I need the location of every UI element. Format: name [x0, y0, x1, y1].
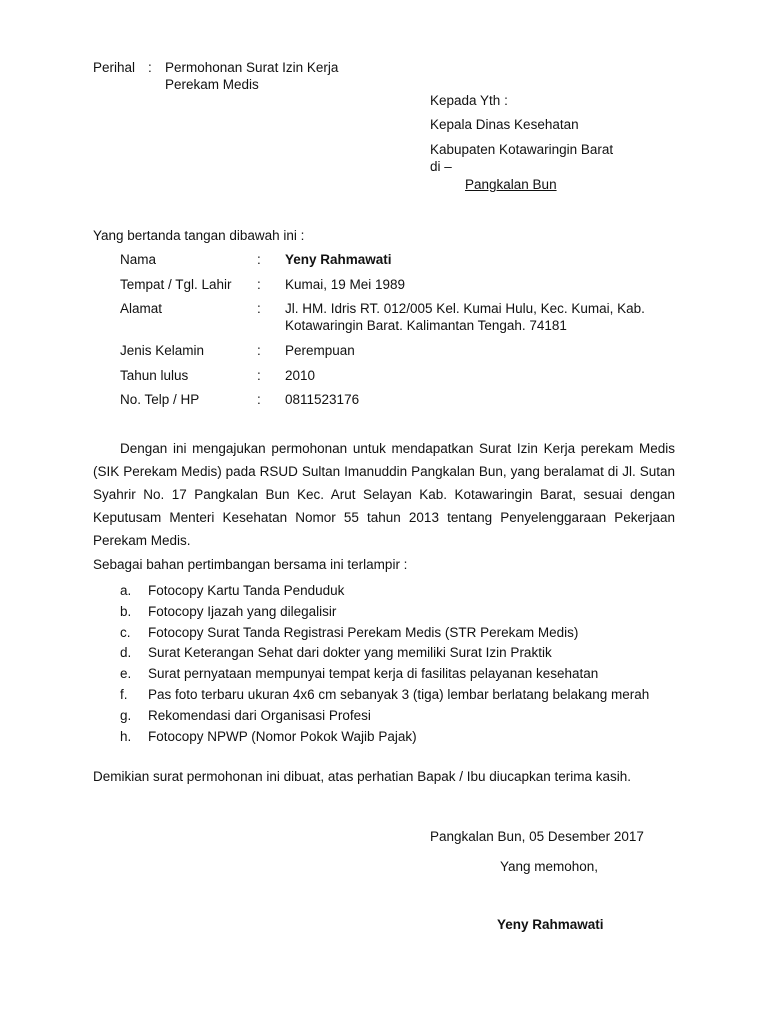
subject-line-1: Permohonan Surat Izin Kerja — [165, 60, 339, 75]
attachment-letter: e. — [120, 666, 132, 681]
subject-colon: : — [148, 60, 152, 75]
attachment-letter: c. — [120, 625, 131, 640]
identity-colon: : — [257, 252, 261, 267]
attachment-letter: a. — [120, 583, 132, 598]
identity-value-phone: 0811523176 — [285, 392, 360, 407]
attachment-item: Fotocopy Kartu Tanda Penduduk — [148, 583, 345, 598]
identity-value-address-1: Jl. HM. Idris RT. 012/005 Kel. Kumai Hulu, Kec. Kumai, Kab. — [285, 301, 645, 316]
attachment-letter: b. — [120, 604, 132, 619]
addressee-city: Pangkalan Bun — [465, 177, 557, 192]
attachment-item: Surat pernyataan mempunyai tempat kerja di fasilitas pelayanan kesehatan — [148, 666, 599, 681]
identity-colon: : — [257, 301, 261, 316]
place-date: Pangkalan Bun, 05 Desember 2017 — [430, 829, 644, 844]
attachment-letter: g. — [120, 708, 132, 723]
attachments-intro: Sebagai bahan pertimbangan bersama ini terlampir : — [93, 557, 408, 572]
intro-text: Yang bertanda tangan dibawah ini : — [93, 228, 305, 243]
identity-colon: : — [257, 368, 261, 383]
attachment-letter: d. — [120, 645, 132, 660]
signer-name: Yeny Rahmawati — [497, 917, 604, 932]
attachment-item: Rekomendasi dari Organisasi Profesi — [148, 708, 371, 723]
subject-label: Perihal — [93, 60, 136, 75]
attachment-item: Fotocopy Surat Tanda Registrasi Perekam Medis (STR Perekam Medis) — [148, 625, 579, 640]
attachment-item: Pas foto terbaru ukuran 4x6 cm sebanyak 3 (tiga) lembar berlatang belakang merah — [148, 687, 650, 702]
identity-label-address: Alamat — [120, 301, 163, 316]
applicant-label: Yang memohon, — [500, 859, 599, 874]
identity-value-gender: Perempuan — [285, 343, 355, 358]
identity-label-name: Nama — [120, 252, 157, 267]
attachment-item: Fotocopy NPWP (Nomor Pokok Wajib Pajak) — [148, 729, 417, 744]
addressee-line-3: Kabupaten Kotawaringin Barat — [430, 142, 614, 157]
identity-label-birth: Tempat / Tgl. Lahir — [120, 277, 232, 292]
identity-value-birth: Kumai, 19 Mei 1989 — [285, 277, 406, 292]
identity-colon: : — [257, 392, 261, 407]
identity-colon: : — [257, 277, 261, 292]
attachment-item: Fotocopy Ijazah yang dilegalisir — [148, 604, 337, 619]
attachment-letter: f. — [120, 687, 128, 702]
identity-colon: : — [257, 343, 261, 358]
identity-value-name: Yeny Rahmawati — [285, 252, 392, 267]
identity-value-graduation: 2010 — [285, 368, 316, 383]
attachment-item: Surat Keterangan Sehat dari dokter yang memiliki Surat Izin Praktik — [148, 645, 552, 660]
attachment-letter: h. — [120, 729, 132, 744]
identity-value-address-2: Kotawaringin Barat. Kalimantan Tengah. 74181 — [285, 318, 567, 333]
subject-line-2: Perekam Medis — [165, 77, 259, 92]
identity-label-gender: Jenis Kelamin — [120, 343, 205, 358]
identity-label-phone: No. Telp / HP — [120, 392, 200, 407]
identity-label-graduation: Tahun lulus — [120, 368, 189, 383]
body-paragraph: Dengan ini mengajukan permohonan untuk mendapatkan Surat Izin Kerja perekam Medis (SIK Perekam Medis) pada RSUD Sultan Imanuddin Pangkalan Bun, yang beralamat di Jl. Sutan Syahrir No. 17 Pangkalan Bun Kec. Arut Selayan Kab. Kotawaringin Barat, sesuai dengan Keputusam Menteri Kesehatan Nomor 55 tahun 2013 tentang Penyelenggaraan Pekerjaan Perekam Medis. — [93, 441, 675, 548]
addressee-line-1: Kepada Yth : — [430, 93, 508, 108]
closing-text: Demikian surat permohonan ini dibuat, atas perhatian Bapak / Ibu diucapkan terima kasih. — [93, 769, 632, 784]
addressee-line-4: di – — [430, 159, 452, 174]
addressee-line-2: Kepala Dinas Kesehatan — [430, 117, 579, 132]
